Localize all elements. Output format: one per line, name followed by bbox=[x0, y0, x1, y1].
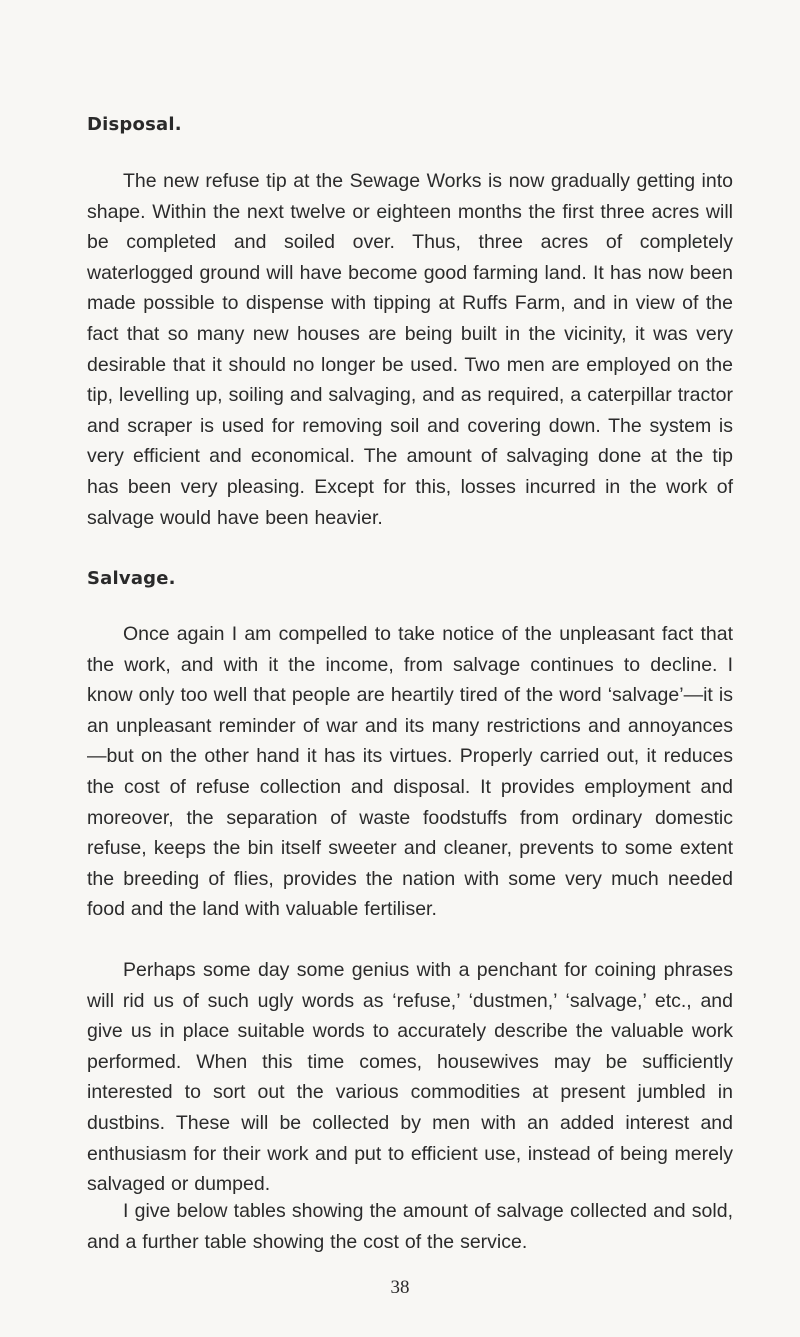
paragraph-salvage-2: Perhaps some day some genius with a penchant for coining phrases will rid us of such ugly words as ‘refuse,’ ‘dustmen,’ ‘salvage,’ etc., and give us in place suitable words to accurately describe the valuable work performed. When this time comes, housewives may be sufficiently interested to sort out the various commodities at present jumbled in dustbins. These will be collected by men with an added interest and enthusiasm for their work and put to efficient use, instead of being merely salvaged or dumped. bbox=[87, 959, 733, 1196]
section-heading-disposal: Disposal. bbox=[87, 114, 182, 135]
section-heading-salvage: Salvage. bbox=[87, 568, 176, 589]
paragraph-salvage-1: Once again I am compelled to take notice of the unpleasant fact that the work, and with it the income, from salvage continues to decline. I know only too well that people are heartily tired of the word ‘salvage’—it is an unpleasant reminder of war and its many restrictions and annoyances—but on the other hand it has its virtues. Properly carried out, it reduces the cost of refuse collection and disposal. It provides employment and moreover, the separation of waste foodstuffs from ordinary domestic refuse, keeps the bin itself sweeter and cleaner, prevents to some extent the breeding of flies, provides the nation with some very much needed food and the land with valuable fertiliser. bbox=[87, 623, 733, 921]
page-number: 38 bbox=[390, 1277, 410, 1298]
paragraph-salvage-3: I give below tables showing the amount of salvage collected and sold, and a further table showing the cost of the service. bbox=[87, 1200, 733, 1253]
paragraph-disposal: The new refuse tip at the Sewage Works is now gradually getting into shape. Within the next twelve or eighteen months the first three acres will be completed and soiled over. Thus, three acres of completely waterlogged ground will have become good farming land. It has now been made possible to dispense with tipping at Ruffs Farm, and in view of the fact that so many new houses are being built in the vicinity, it was very desirable that it should no longer be used. Two men are employed on the tip, levelling up, soiling and salvaging, and as required, a caterpillar tractor and scraper is used for removing soil and covering down. The system is very efficient and economical. The amount of salvaging done at the tip has been very pleasing. Except for this, losses incurred in the work of salvage would have been heavier. bbox=[87, 170, 733, 529]
